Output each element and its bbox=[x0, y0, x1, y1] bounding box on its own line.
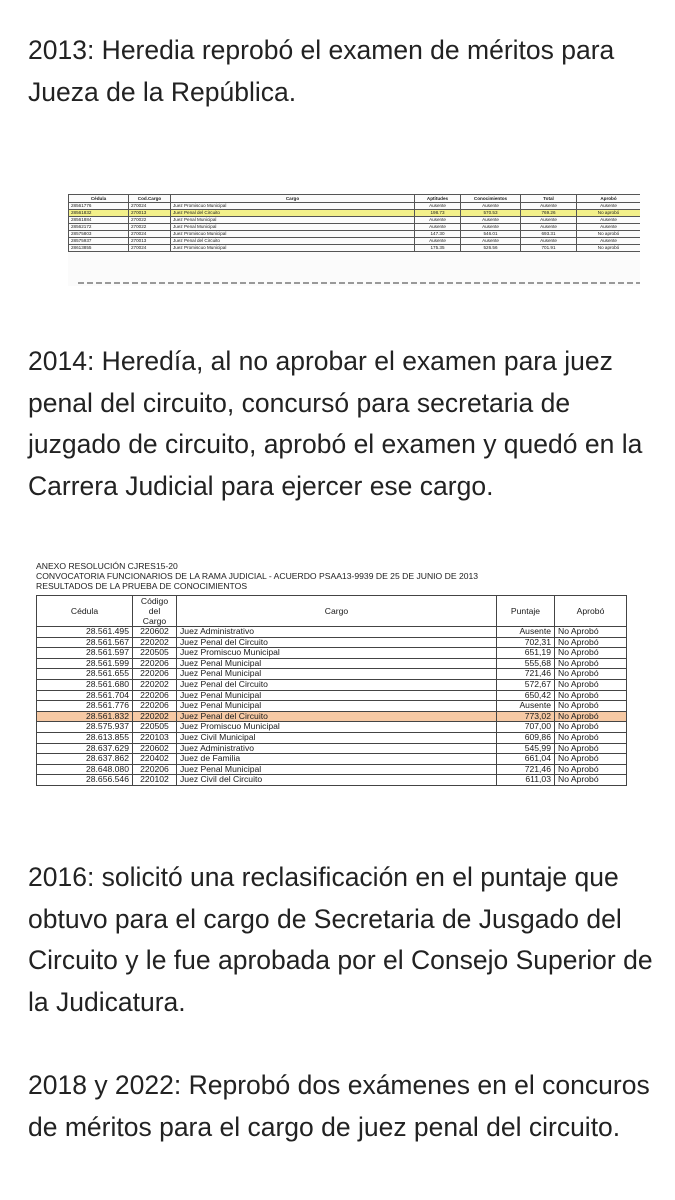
cell-codigo: 220505 bbox=[133, 648, 177, 659]
cell-aprobo: Ausente bbox=[577, 238, 641, 245]
cell-puntaje: 609,86 bbox=[497, 732, 555, 743]
cell-aptitudes: Ausente bbox=[415, 238, 461, 245]
table-row bbox=[69, 217, 641, 224]
cell-puntaje: Ausente bbox=[497, 701, 555, 712]
cell-puntaje: 545,99 bbox=[497, 743, 555, 754]
cell-cargo: Juez Penal Municipal bbox=[171, 217, 415, 224]
col-header-cedula: Cédula bbox=[69, 195, 129, 203]
results-title: RESULTADOS DE LA PRUEBA DE CONOCIMIENTOS bbox=[36, 581, 248, 591]
cell-cedula: 28.561.567 bbox=[37, 637, 133, 648]
cell-aprobo: No Aprobó bbox=[555, 637, 627, 648]
col-header-codigo: Código del Cargo bbox=[133, 596, 177, 627]
table-row bbox=[37, 701, 627, 712]
cell-puntaje: 611,03 bbox=[497, 775, 555, 786]
col-header-cargo: Cargo bbox=[177, 596, 497, 627]
table-row bbox=[37, 775, 627, 786]
cell-total: 693.31 bbox=[521, 231, 577, 238]
cell-cargo: Juez Penal del Circuito bbox=[177, 637, 497, 648]
results-table-2013 bbox=[68, 194, 640, 252]
cell-cedula: 28.561.495 bbox=[37, 627, 133, 638]
annex-title: ANEXO RESOLUCIÓN CJRES15-20 bbox=[36, 561, 178, 571]
col-header-cargo: Cargo bbox=[171, 195, 415, 203]
cell-conocimientos: Ausente bbox=[461, 224, 521, 231]
cell-codigo: 220102 bbox=[133, 775, 177, 786]
cell-total: Ausente bbox=[521, 224, 577, 231]
cell-total: Ausente bbox=[521, 203, 577, 210]
cell-aprobo: No aprobó bbox=[577, 245, 641, 252]
cell-aprobo: No Aprobó bbox=[555, 754, 627, 765]
table-row bbox=[37, 764, 627, 775]
cell-total: Ausente bbox=[521, 217, 577, 224]
results-table-2014 bbox=[36, 595, 627, 786]
cell-conocimientos: Ausente bbox=[461, 238, 521, 245]
cell-conocimientos: Ausente bbox=[461, 217, 521, 224]
convocatoria-title: CONVOCATORIA FUNCIONARIOS DE LA RAMA JUDICIAL - ACUERDO PSAA13-9939 DE 25 DE JUNIO DE 2013 bbox=[36, 571, 479, 581]
cell-aptitudes: Ausente bbox=[415, 203, 461, 210]
cell-codigo: 220602 bbox=[133, 627, 177, 638]
cell-cargo: Juez Penal del Circuito bbox=[177, 679, 497, 690]
cell-aprobo: No aprobó bbox=[577, 210, 641, 217]
cell-aprobo: No Aprobó bbox=[555, 669, 627, 680]
cell-conocimientos: 526.56 bbox=[461, 245, 521, 252]
table-row bbox=[37, 627, 627, 638]
cell-total: 701.91 bbox=[521, 245, 577, 252]
cell-aprobo: No Aprobó bbox=[555, 775, 627, 786]
cell-aprobo: Ausente bbox=[577, 217, 641, 224]
cell-cedula: 28562172 bbox=[69, 224, 129, 231]
cell-cod: 270024 bbox=[129, 203, 171, 210]
cell-cargo: Juez Promiscuo Municipal bbox=[177, 722, 497, 733]
table-row bbox=[37, 637, 627, 648]
cell-codigo: 220602 bbox=[133, 743, 177, 754]
cell-puntaje: 721,46 bbox=[497, 669, 555, 680]
cell-aptitudes: 198.73 bbox=[415, 210, 461, 217]
cell-codigo: 220206 bbox=[133, 690, 177, 701]
table-header-row bbox=[69, 195, 641, 203]
cell-cedula: 28561884 bbox=[69, 217, 129, 224]
paragraph-2018-2022: 2018 y 2022: Reprobó dos exámenes en el concuros de méritos para el cargo de juez penal del circuito. bbox=[28, 1070, 650, 1142]
cell-cargo: Juez Penal del Circuito bbox=[177, 711, 497, 722]
cell-cargo: Juez Penal del Circuito bbox=[171, 238, 415, 245]
cell-cargo: Juez Civil del Circuito bbox=[177, 775, 497, 786]
table-row-highlighted bbox=[37, 711, 627, 722]
cell-aptitudes: 147.30 bbox=[415, 231, 461, 238]
table-row bbox=[37, 754, 627, 765]
cell-aprobo: No Aprobó bbox=[555, 627, 627, 638]
cell-puntaje: 572,67 bbox=[497, 679, 555, 690]
table-row bbox=[69, 245, 641, 252]
cell-cedula: 28.561.655 bbox=[37, 669, 133, 680]
cell-cedula: 28561832 bbox=[69, 210, 129, 217]
cell-aptitudes: Ausente bbox=[415, 224, 461, 231]
cell-codigo: 220103 bbox=[133, 732, 177, 743]
paragraph-2014: 2014: Heredía, al no aprobar el examen para juez penal del circuito, concursó para secretaria de juzgado de circuito, aprobó el examen y quedó en la Carrera Judicial para ejercer ese cargo. bbox=[28, 346, 643, 501]
cell-cargo: Juez de Familia bbox=[177, 754, 497, 765]
cell-cod: 270022 bbox=[129, 224, 171, 231]
cell-aprobo: No Aprobó bbox=[555, 648, 627, 659]
table-row bbox=[37, 743, 627, 754]
cell-cedula: 28.575.937 bbox=[37, 722, 133, 733]
cell-total: Ausente bbox=[521, 238, 577, 245]
scanned-table-2013 bbox=[68, 194, 640, 286]
cell-aprobo: No Aprobó bbox=[555, 701, 627, 712]
cell-puntaje: 707,00 bbox=[497, 722, 555, 733]
cell-total: 769.26 bbox=[521, 210, 577, 217]
cell-codigo: 220202 bbox=[133, 679, 177, 690]
cell-aprobo: No Aprobó bbox=[555, 732, 627, 743]
cell-aprobo: No Aprobó bbox=[555, 679, 627, 690]
cell-cargo: Juez Penal Municipal bbox=[177, 658, 497, 669]
cell-cargo: Juez Administrativo bbox=[177, 627, 497, 638]
cell-cargo: Juez Penal Municipal bbox=[177, 764, 497, 775]
cell-cargo: Juez Penal del Circuito bbox=[171, 210, 415, 217]
cell-cedula: 28613855 bbox=[69, 245, 129, 252]
col-header-total: Total bbox=[521, 195, 577, 203]
table-row bbox=[37, 722, 627, 733]
cell-cod: 270024 bbox=[129, 231, 171, 238]
cell-aprobo: Ausente bbox=[577, 203, 641, 210]
cell-cedula: 28.561.776 bbox=[37, 701, 133, 712]
col-header-cod-cargo: Cod.Cargo bbox=[129, 195, 171, 203]
cell-cedula: 28.637.862 bbox=[37, 754, 133, 765]
cell-cedula: 28.656.546 bbox=[37, 775, 133, 786]
cell-aptitudes: 175.35 bbox=[415, 245, 461, 252]
table-row bbox=[37, 658, 627, 669]
cell-cargo: Juez Civil Municipal bbox=[177, 732, 497, 743]
cell-conocimientos: Ausente bbox=[461, 203, 521, 210]
table-header-row bbox=[37, 596, 627, 627]
cut-off-row-fragment bbox=[78, 282, 640, 284]
cell-cedula: 28575937 bbox=[69, 238, 129, 245]
cell-conocimientos: 570.53 bbox=[461, 210, 521, 217]
cell-puntaje: 661,04 bbox=[497, 754, 555, 765]
cell-puntaje: 555,68 bbox=[497, 658, 555, 669]
cell-codigo: 220206 bbox=[133, 658, 177, 669]
cell-conocimientos: 546.01 bbox=[461, 231, 521, 238]
cell-aprobo: No Aprobó bbox=[555, 690, 627, 701]
cell-cedula: 28.561.599 bbox=[37, 658, 133, 669]
col-header-aptitudes: Aptitudes bbox=[415, 195, 461, 203]
table-row bbox=[37, 679, 627, 690]
col-header-aprobo: Aprobó bbox=[555, 596, 627, 627]
cell-codigo: 220202 bbox=[133, 637, 177, 648]
table-row bbox=[37, 732, 627, 743]
cell-puntaje: Ausente bbox=[497, 627, 555, 638]
cell-cedula: 28.561.597 bbox=[37, 648, 133, 659]
cell-codigo: 220206 bbox=[133, 701, 177, 712]
table-row bbox=[69, 224, 641, 231]
cell-cargo: Juez Promiscuo Municipal bbox=[177, 648, 497, 659]
cell-cargo: Juez Administrativo bbox=[177, 743, 497, 754]
cell-cargo: Juez Promiscuo Municipal bbox=[171, 245, 415, 252]
cell-puntaje: 651,19 bbox=[497, 648, 555, 659]
col-header-cedula: Cédula bbox=[37, 596, 133, 627]
col-header-puntaje: Puntaje bbox=[497, 596, 555, 627]
cell-aprobo: No Aprobó bbox=[555, 764, 627, 775]
cell-aprobo: Ausente bbox=[577, 224, 641, 231]
table-row bbox=[69, 231, 641, 238]
table-row-highlighted bbox=[69, 210, 641, 217]
cell-puntaje: 721,46 bbox=[497, 764, 555, 775]
table-row bbox=[69, 203, 641, 210]
cell-aprobo: No Aprobó bbox=[555, 658, 627, 669]
cell-aprobo: No Aprobó bbox=[555, 722, 627, 733]
cell-aprobo: No aprobó bbox=[577, 231, 641, 238]
cell-cedula: 28.561.832 bbox=[37, 711, 133, 722]
cell-cargo: Juez Penal Municipal bbox=[171, 224, 415, 231]
cell-cargo: Juez Promiscuo Municipal bbox=[171, 203, 415, 210]
cell-cargo: Juez Penal Municipal bbox=[177, 690, 497, 701]
cell-cedula: 28561776 bbox=[69, 203, 129, 210]
cell-aprobo: No Aprobó bbox=[555, 711, 627, 722]
cell-codigo: 220202 bbox=[133, 711, 177, 722]
cell-aptitudes: Ausente bbox=[415, 217, 461, 224]
cell-cargo: Juez Penal Municipal bbox=[177, 701, 497, 712]
cell-cedula: 28.561.704 bbox=[37, 690, 133, 701]
cell-codigo: 220402 bbox=[133, 754, 177, 765]
cell-cargo: Juez Promiscuo Municipal bbox=[171, 231, 415, 238]
cell-cod: 270024 bbox=[129, 245, 171, 252]
paragraph-2013: 2013: Heredia reprobó el examen de méritos para Jueza de la República. bbox=[28, 35, 615, 107]
cell-cedula: 28.648.080 bbox=[37, 764, 133, 775]
cell-codigo: 220206 bbox=[133, 764, 177, 775]
cell-cargo: Juez Penal Municipal bbox=[177, 669, 497, 680]
table-row bbox=[37, 690, 627, 701]
cell-cod: 270013 bbox=[129, 210, 171, 217]
cell-aprobo: No Aprobó bbox=[555, 743, 627, 754]
col-header-aprobo: Aprobó bbox=[577, 195, 641, 203]
cell-cod: 270013 bbox=[129, 238, 171, 245]
paragraph-2016: 2016: solicitó una reclasificación en el puntaje que obtuvo para el cargo de Secretaria de Jusgado del Circuito y le fue aprobada por el Consejo Superior de la Judicatura. bbox=[28, 862, 653, 1017]
cell-puntaje: 702,31 bbox=[497, 637, 555, 648]
cell-cedula: 28.637.629 bbox=[37, 743, 133, 754]
col-header-conocimientos: Conocimientos bbox=[461, 195, 521, 203]
table-row bbox=[69, 238, 641, 245]
cell-cod: 270022 bbox=[129, 217, 171, 224]
cell-cedula: 28.613.855 bbox=[37, 732, 133, 743]
cell-cedula: 28.561.680 bbox=[37, 679, 133, 690]
cell-codigo: 220206 bbox=[133, 669, 177, 680]
table-row bbox=[37, 669, 627, 680]
table-row bbox=[37, 648, 627, 659]
scanned-table-2014 bbox=[36, 561, 630, 805]
cell-puntaje: 773,02 bbox=[497, 711, 555, 722]
cell-puntaje: 650,42 bbox=[497, 690, 555, 701]
cell-codigo: 220505 bbox=[133, 722, 177, 733]
cell-cedula: 28575803 bbox=[69, 231, 129, 238]
